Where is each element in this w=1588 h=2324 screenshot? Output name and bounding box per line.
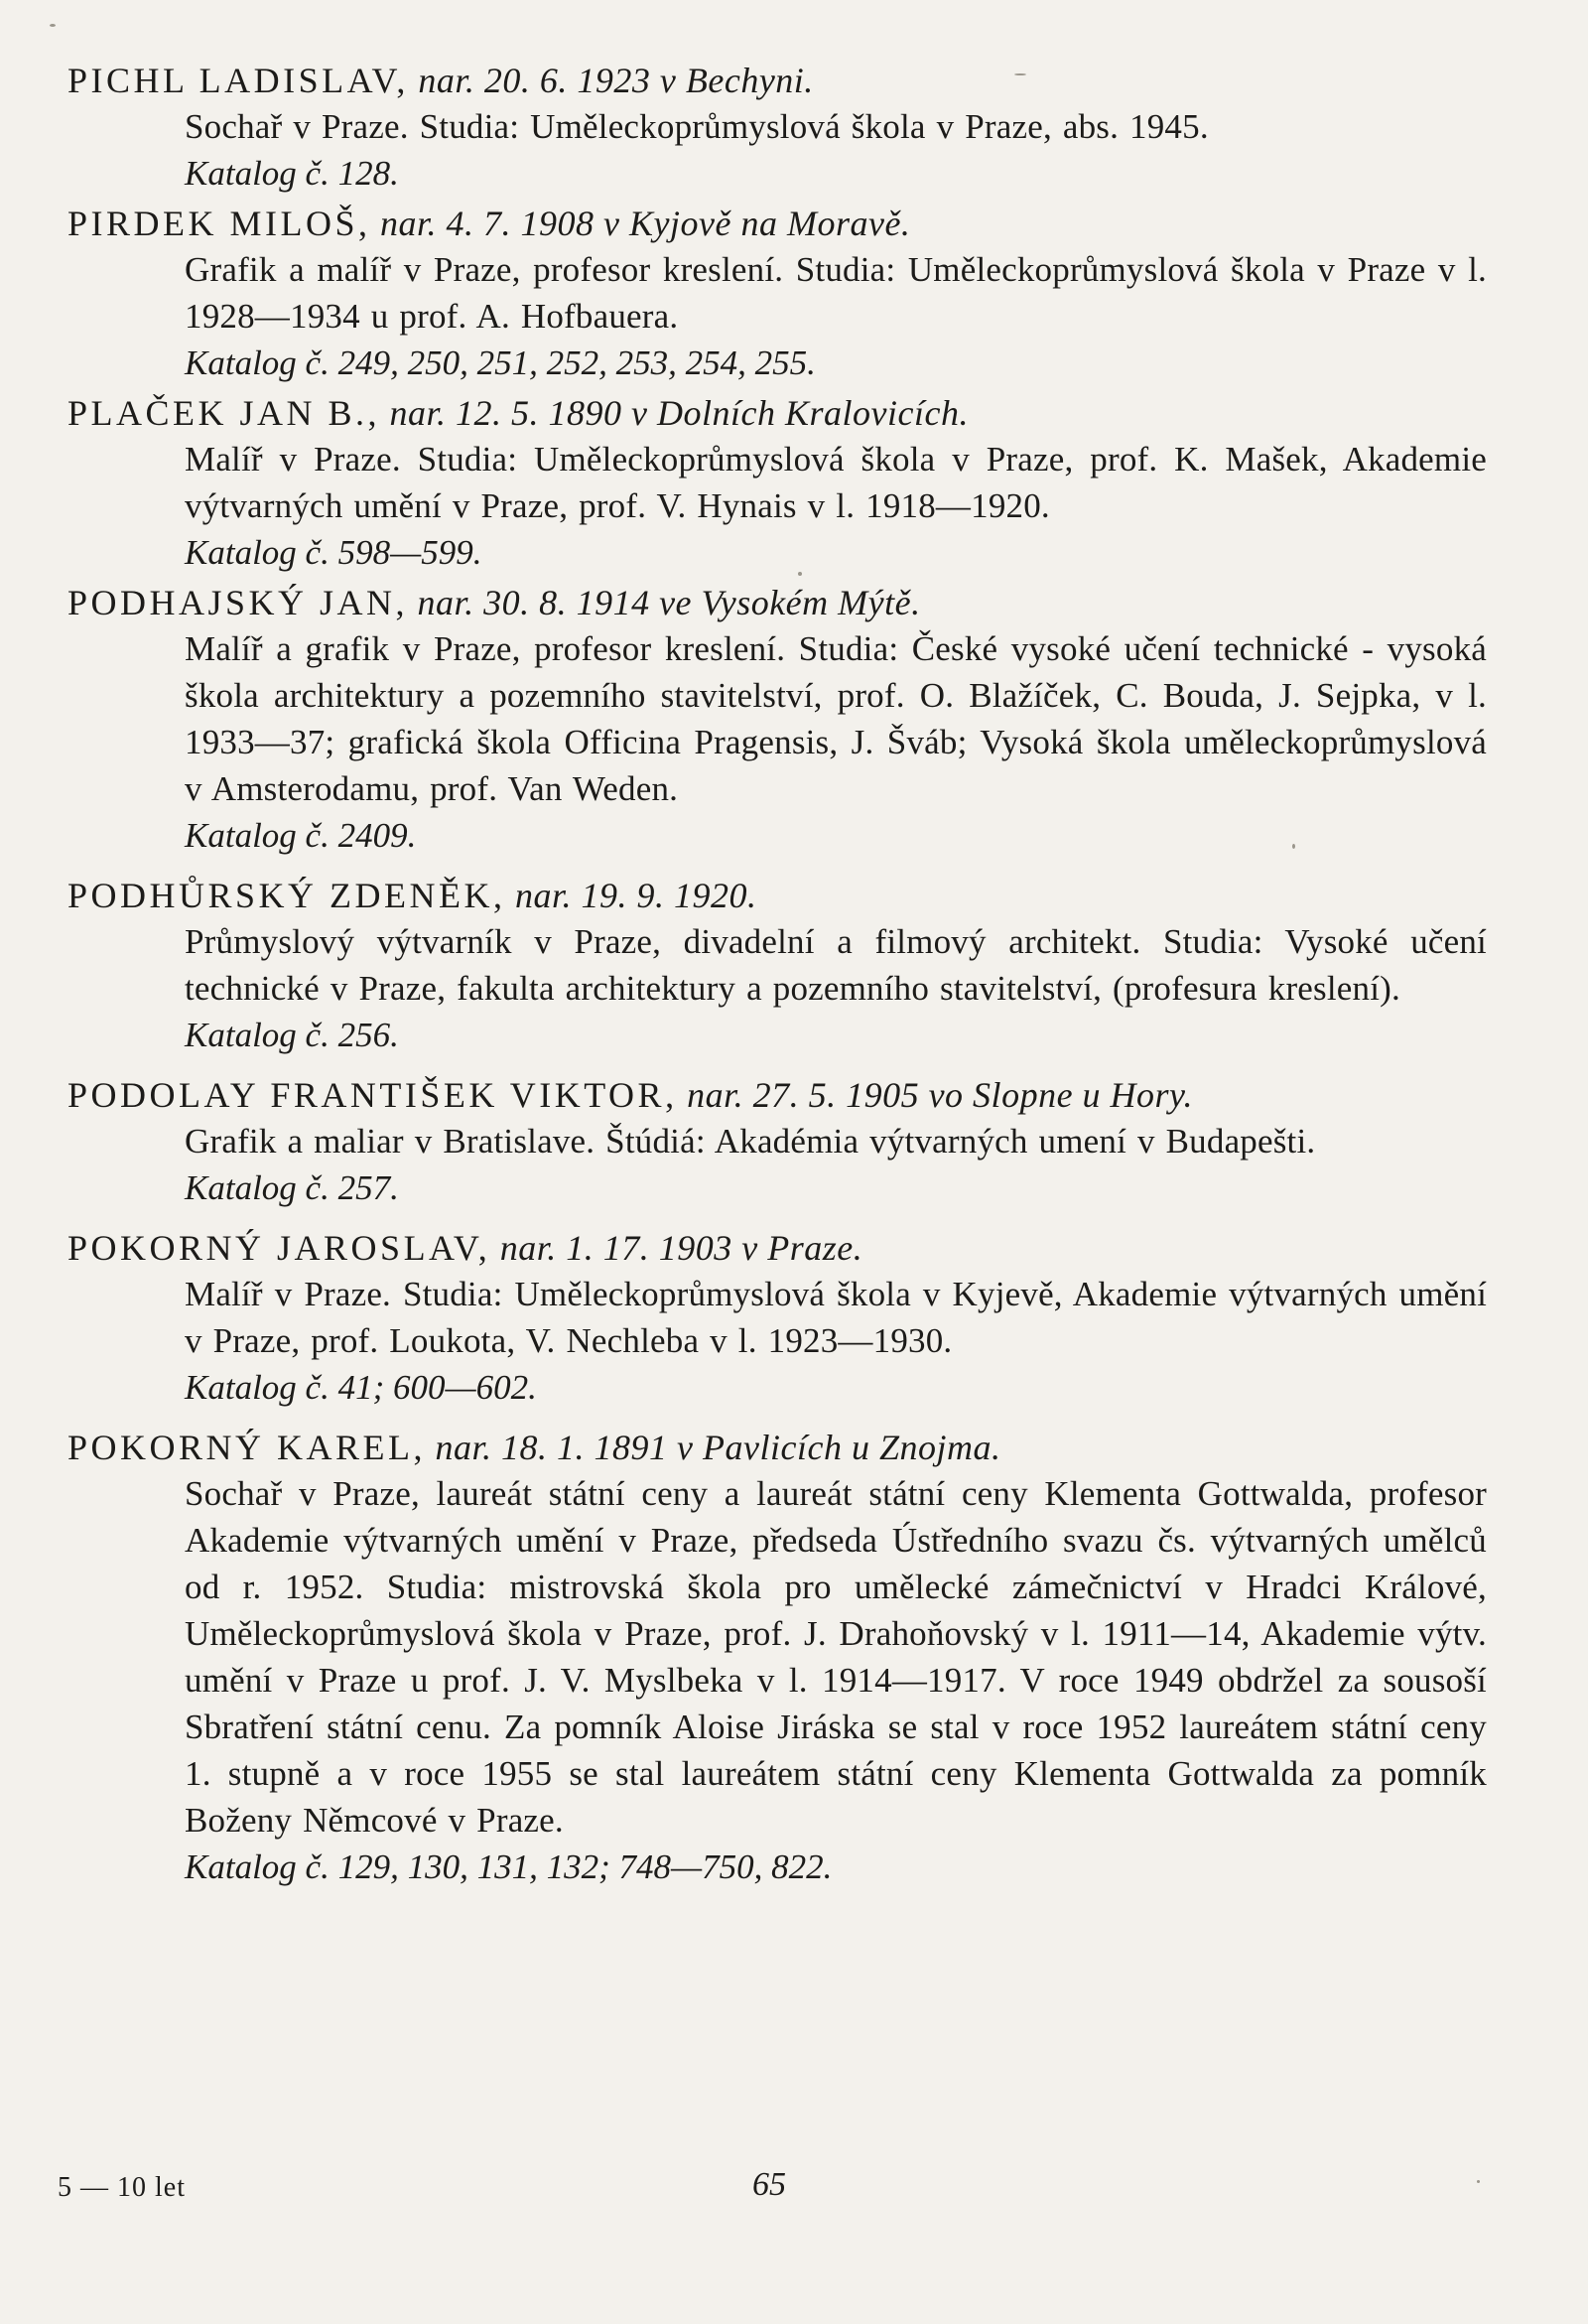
birth-info: nar. 30. 8. 1914 ve Vysokém Mýtě. — [417, 583, 921, 622]
description-text: Malíř v Praze. Studia: Uměleckoprůmyslová škola v Praze, prof. K. Mašek, Akademie výtvarných umění v Praze, prof. V. Hynais v l. 1918—1920. — [185, 440, 1487, 525]
entry-pirdek-milos — [67, 201, 1487, 386]
artist-name: POKORNÝ KAREL, — [67, 1428, 427, 1467]
description-text: Průmyslový výtvarník v Praze, divadelní a filmový architekt. Studia: Vysoké učení technické v Praze, fakulta architektury a pozemního stavitelství, (profesura kreslení). — [185, 922, 1487, 1008]
artist-name: PODHAJSKÝ JAN, — [67, 583, 409, 622]
catalog-reference: Katalog č. 256. — [185, 1016, 399, 1054]
catalog-reference: Katalog č. 249, 250, 251, 252, 253, 254, 255. — [185, 343, 816, 382]
entry-heading — [67, 201, 1487, 246]
catalog-reference: Katalog č. 598—599. — [185, 533, 482, 572]
entry-description — [185, 436, 1487, 529]
description-text: Sochař v Praze. Studia: Uměleckoprůmyslová škola v Praze, abs. 1945. — [185, 107, 1209, 146]
print-speck — [1477, 2180, 1480, 2183]
entry-pokorny-karel — [67, 1425, 1487, 1890]
birth-info: nar. 19. 9. 1920. — [515, 876, 757, 915]
artist-name: PICHL LADISLAV, — [67, 61, 409, 100]
page-number: 65 — [752, 2166, 786, 2203]
entry-pichl-ladislav — [67, 58, 1487, 197]
print-speck — [1014, 73, 1026, 75]
description-text: Malíř a grafik v Praze, profesor kreslení. Studia: České vysoké učení technické - vysoká škola architektury a pozemního stavitelství, prof. O. Blažíček, C. Bouda, J. Sejpka, v l. 1933—37; grafická škola Officina Pragensis, J. Šváb; Vysoká škola uměleckoprůmyslová v Amsterodamu, prof. Van Weden. — [185, 629, 1487, 808]
entry-heading — [67, 1072, 1487, 1118]
entry-description — [185, 918, 1487, 1012]
entry-description — [185, 625, 1487, 812]
birth-info: nar. 18. 1. 1891 v Pavlicích u Znojma. — [435, 1428, 1001, 1467]
catalog-reference: Katalog č. 129, 130, 131, 132; 748—750, 822. — [185, 1847, 833, 1886]
birth-info: nar. 12. 5. 1890 v Dolních Kralovicích. — [389, 393, 969, 433]
print-speck — [1292, 844, 1295, 849]
artist-name: PLAČEK JAN B., — [67, 393, 381, 433]
birth-info: nar. 20. 6. 1923 v Bechyni. — [418, 61, 814, 100]
entry-podhursky-zdenek — [67, 873, 1487, 1058]
entry-heading — [67, 873, 1487, 918]
entry-heading — [67, 58, 1487, 103]
catalog-reference: Katalog č. 128. — [185, 154, 399, 193]
birth-info: nar. 1. 17. 1903 v Praze. — [499, 1228, 863, 1268]
description-text: Grafik a malíř v Praze, profesor kreslení. Studia: Uměleckoprůmyslová škola v Praze v l. 1928—1934 u prof. A. Hofbauera. — [185, 250, 1487, 336]
entry-description — [185, 1118, 1487, 1164]
entry-heading — [67, 1225, 1487, 1271]
entry-description — [185, 1271, 1487, 1364]
catalog-reference: Katalog č. 257. — [185, 1168, 399, 1207]
printer-signature: 5 — 10 let — [58, 2172, 186, 2203]
print-speck — [50, 24, 56, 27]
catalog-reference: Katalog č. 41; 600—602. — [185, 1368, 537, 1407]
birth-info: nar. 27. 5. 1905 vo Slopne u Hory. — [687, 1075, 1194, 1115]
entry-placek-jan — [67, 390, 1487, 576]
entry-pokorny-jaroslav — [67, 1225, 1487, 1411]
description-text: Malíř v Praze. Studia: Uměleckoprůmyslová škola v Kyjevě, Akademie výtvarných umění v Praze, prof. Loukota, V. Nechleba v l. 1923—1930. — [185, 1275, 1487, 1360]
birth-info: nar. 4. 7. 1908 v Kyjově na Moravě. — [380, 204, 911, 243]
entry-heading — [67, 390, 1487, 436]
description-text: Grafik a maliar v Bratislave. Štúdiá: Akadémia výtvarných umení v Budapešti. — [185, 1122, 1316, 1161]
artist-name: PODOLAY FRANTIŠEK VIKTOR, — [67, 1075, 678, 1115]
artist-name: POKORNÝ JAROSLAV, — [67, 1228, 491, 1268]
entry-heading — [67, 580, 1487, 625]
entry-heading — [67, 1425, 1487, 1470]
catalog-reference: Katalog č. 2409. — [185, 816, 417, 855]
artist-name: PIRDEK MILOŠ, — [67, 204, 371, 243]
entry-description — [185, 103, 1487, 150]
description-text: Sochař v Praze, laureát státní ceny a laureát státní ceny Klementa Gottwalda, profesor Akademie výtvarných umění v Praze, předseda Ústředního svazu čs. výtvarných umělců od r. 1952. Studia: mistrovská škola pro umělecké zámečnictví v Hradci Králové, Uměleckoprůmyslová škola v Praze, prof. J. Drahoňovský v l. 1911—14, Akademie výtv. umění v Praze u prof. J. V. Myslbeka v l. 1914—1917. V roce 1949 obdržel za sousoší Sbratření státní cenu. Za pomník Aloise Jiráska se stal v roce 1952 laureátem státní ceny 1. stupně a v roce 1955 se stal laureátem státní ceny Klementa Gottwalda za pomník Boženy Němcové v Praze. — [185, 1474, 1487, 1840]
entry-description — [185, 1470, 1487, 1844]
entry-description — [185, 246, 1487, 340]
artist-entries — [67, 58, 1487, 1890]
artist-name: PODHŮRSKÝ ZDENĚK, — [67, 876, 506, 915]
print-speck — [798, 572, 802, 576]
entry-podolay-frantisek-viktor — [67, 1072, 1487, 1211]
entry-podhajsky-jan — [67, 580, 1487, 859]
